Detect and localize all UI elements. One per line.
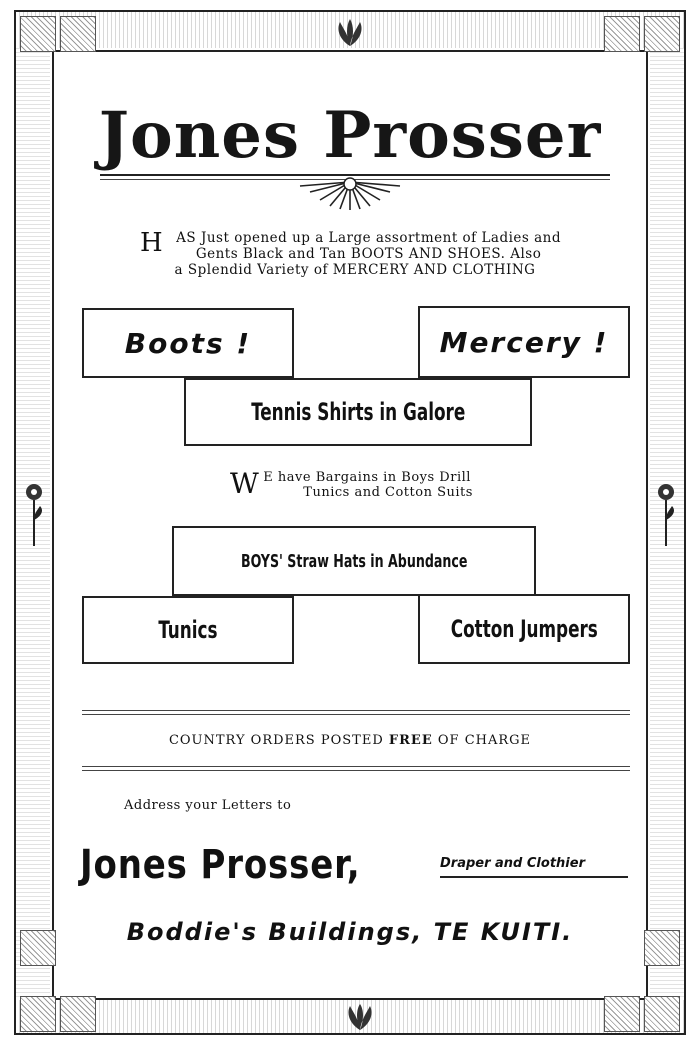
footer-trade: Draper and Clothier [440,856,585,871]
intro-line-1: AS Just opened up a Large assortment of Ladies and [176,230,562,246]
corner-ornament-bottom-right-2 [604,996,640,1032]
intro-paragraph [140,230,570,278]
tunics-box [82,596,294,664]
footer-address: Boddie's Buildings, TE KUITI. [126,918,574,946]
corner-ornament-bottom-left-2 [60,996,96,1032]
bargains-paragraph [230,467,510,500]
intro-line-3: a Splendid Variety of MERCERY AND CLOTHING [174,262,536,278]
orders-prefix: COUNTRY ORDERS POSTED [168,733,384,748]
orders-rule-bottom-2 [82,770,630,771]
cotton-jumpers-box [418,594,630,664]
mercery-box [418,306,630,378]
intro-dropcap: H [140,228,164,258]
orders-free: FREE [388,733,433,748]
corner-ornament-top-left [20,16,56,52]
footer-name: Jones Prosser, [80,842,361,888]
lotus-ornament-bottom-icon [340,1002,380,1034]
orders-rule-top-2 [82,714,630,715]
flower-ornament-left-icon [20,480,48,550]
corner-ornament-top-right-2 [604,16,640,52]
straw-hats-label: BOYS' Straw Hats in Abundance [240,550,468,572]
bargains-line-2: Tunics and Cotton Suits [303,485,473,500]
cotton-jumpers-label: Cotton Jumpers [450,615,598,643]
address-intro: Address your Letters to [124,798,292,813]
corner-ornament-bottom-left [20,996,56,1032]
flower-ornament-right-icon [652,480,680,550]
orders-rule-bottom [82,766,630,767]
orders-rule-top [82,710,630,711]
boots-box [82,308,294,378]
boots-label: Boots ! [124,326,252,360]
tennis-shirts-box [184,378,532,446]
intro-line-2: Gents Black and Tan BOOTS AND SHOES. Also [195,246,542,262]
corner-ornament-bottom-right [644,996,680,1032]
trade-rule [440,876,628,878]
mercery-label: Mercery ! [439,325,609,359]
sunburst-ornament-icon [290,176,410,214]
bargains-line-1: E have Bargains in Boys Drill [263,470,471,485]
straw-hats-box [172,526,536,596]
tennis-shirts-label: Tennis Shirts in Galore [250,398,466,426]
lotus-ornament-top-icon [330,16,370,50]
orders-suffix: OF CHARGE [437,733,532,748]
tunics-label: Tunics [158,616,218,644]
page-title: Jones Prosser [98,98,602,173]
bargains-dropcap: W [230,467,260,500]
corner-ornament-top-right [644,16,680,52]
corner-ornament-top-left-2 [60,16,96,52]
orders-line [0,733,700,748]
